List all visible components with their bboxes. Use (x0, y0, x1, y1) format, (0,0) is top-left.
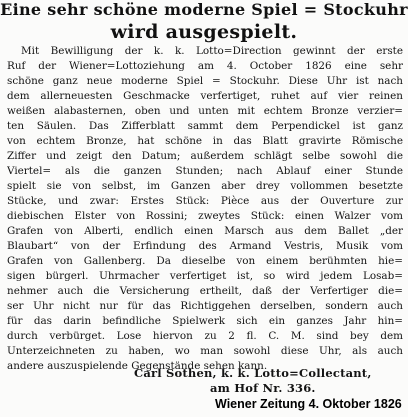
headline-line-2: wird ausgespielt. (110, 21, 298, 43)
article-line: Stücke, und zwar: Erstes Stück: Pièce aus der Ouverture zur (7, 195, 403, 207)
article-line: spielt sie von selbst, im Ganzen aber drey vollommen besetzte (7, 180, 403, 192)
article-line: Ziffer und zeigt den Datum; außerdem schlägt selbe sowohl die (7, 150, 403, 162)
source-caption: Wiener Zeitung 4. Oktober 1826 (215, 397, 402, 411)
article-line: Blaubart“ von der Erfindung des Armand Vestris, Musik vom (7, 240, 403, 252)
article-line: nehmer auch die Versicherung ertheilt, daß der Verfertiger die= (7, 285, 403, 297)
article-line: Ruf der Wiener=Lottoziehung am 4. October 1826 eine sehr (7, 60, 403, 72)
article-line: ser Uhr nicht nur für das Richtiggehen derselben, sondern auch (7, 300, 403, 312)
article-line: Viertel= als die ganzen Stunden; nach Ablauf einer Stunde (7, 165, 403, 177)
article-line: für das darin befindliche Spielwerk sich ein ganzes Jahr hin= (7, 315, 403, 327)
article-line: Grafen von Alberti, endlich einen Marsch aus dem Ballet „der (7, 225, 403, 237)
signature-address: am Hof Nr. 336. (210, 381, 316, 395)
article-line: weißen alabasternen, oben und unten mit echtem Bronze verzier= (7, 105, 403, 117)
article-line: dem allerneuesten Geschmacke verfertiget, ruhet auf vier reinen (7, 90, 403, 102)
article-line: sigen bürgerl. Uhrmacher verfertiget ist, so wird jedem Losab= (7, 270, 403, 282)
signature-name: Carl Sothen, k. k. Lotto=Collectant, (134, 366, 372, 380)
headline-line-1: Eine sehr schöne moderne Spiel = Stockuhr (0, 0, 408, 19)
article-line: andere auszuspielende Gegenstände sehen kann. (7, 360, 268, 372)
article-line: Unterzeichneten zu haben, wo man sowohl diese Uhr, als auch (7, 345, 403, 357)
article-line: durch verbürget. Lose hiervon zu 2 fl. C. M. sind bey dem (7, 330, 403, 342)
article-line: diebischen Elster von Rossini; zweytes Stück: einen Walzer vom (7, 210, 403, 222)
article-line: schöne ganz neue moderne Spiel = Stockuhr. Diese Uhr ist nach (7, 75, 403, 87)
article-line: von echtem Bronze, hat schöne in das Blatt gravirte Römische (7, 135, 403, 147)
article-body (7, 44, 403, 374)
article-line: Mit Bewilligung der k. k. Lotto=Direction gewinnt der erste (21, 45, 403, 57)
article-line: ten Säulen. Das Zifferblatt sammt dem Perpendickel ist ganz (7, 120, 403, 132)
article-line: Grafen von Gallenberg. Da dieselbe von einem berühmten hie= (7, 255, 403, 267)
